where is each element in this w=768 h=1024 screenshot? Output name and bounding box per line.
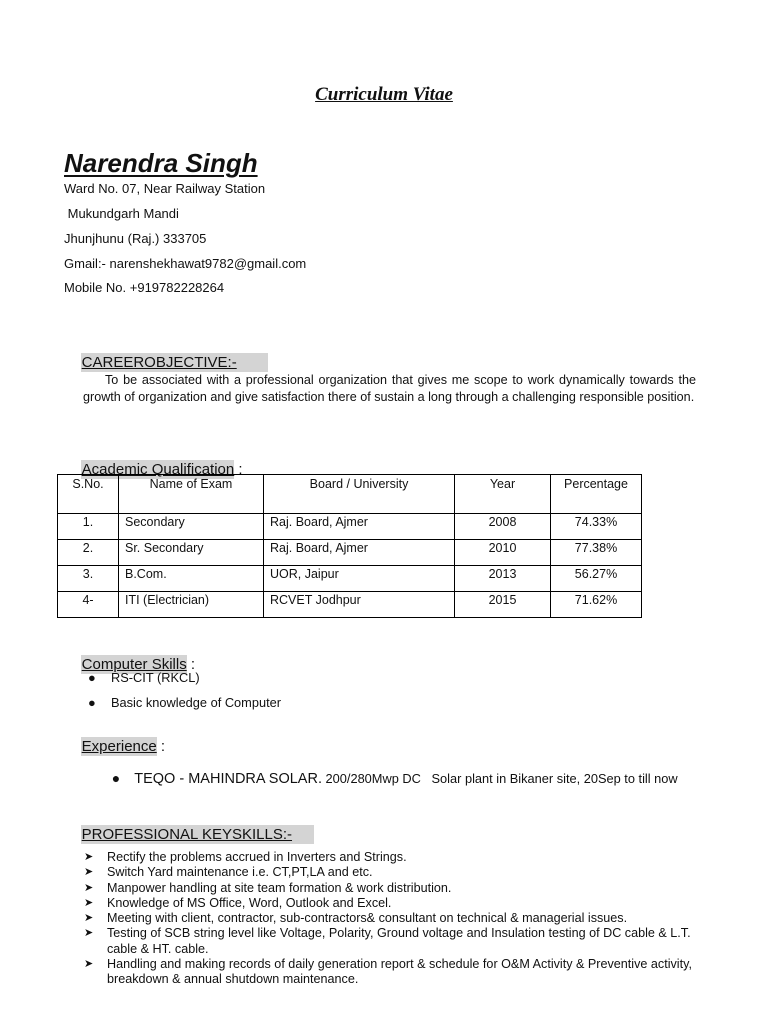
- key-skill-text: Handling and making records of daily generation report & schedule for O&M Activity & Preventive activity, breakdown & annual shutdown maintenance.: [107, 957, 692, 987]
- experience-heading-suffix: :: [156, 738, 166, 755]
- list-item: [84, 957, 704, 988]
- cell-percentage: 71.62%: [551, 592, 642, 618]
- arrow-bullet-icon: ➤: [84, 896, 94, 909]
- computer-skill-text: RS-CIT (RKCL): [111, 670, 200, 685]
- cell-exam: ITI (Electrician): [119, 592, 264, 618]
- cell-percentage: 77.38%: [551, 540, 642, 566]
- list-item: [84, 896, 704, 911]
- bullet-icon: ●: [111, 770, 121, 786]
- cell-exam: Secondary: [119, 514, 264, 540]
- header-year: Year: [455, 475, 551, 514]
- cell-exam: B.Com.: [119, 566, 264, 592]
- cell-board: Raj. Board, Ajmer: [264, 540, 455, 566]
- document-title: Curriculum Vitae: [315, 84, 453, 105]
- address-line-3: Jhunjhunu (Raj.) 333705: [64, 231, 207, 246]
- arrow-bullet-icon: ➤: [84, 851, 94, 863]
- key-skills-heading-text: PROFESSIONAL KEYSKILLS:-: [81, 826, 293, 843]
- cell-sno: 1.: [58, 514, 119, 540]
- cell-year: 2008: [455, 514, 551, 540]
- email-line: Gmail:- narenshekhawat9782@gmail.com: [64, 256, 307, 271]
- table-header-row: [58, 475, 642, 514]
- address-line-2: Mukundgarh Mandi: [64, 206, 179, 221]
- key-skill-text: Manpower handling at site team formation & work distribution.: [107, 880, 452, 895]
- header-board: Board / University: [264, 475, 455, 514]
- list-item: [84, 926, 704, 957]
- cell-year: 2015: [455, 592, 551, 618]
- arrow-bullet-icon: ➤: [84, 927, 94, 940]
- bullet-icon: ●: [88, 670, 96, 685]
- key-skill-text: Rectify the problems accrued in Inverters and Strings.: [107, 850, 407, 864]
- experience-item: [94, 752, 678, 806]
- address-line-1: Ward No. 07, Near Railway Station: [64, 181, 266, 196]
- header-exam: Name of Exam: [119, 475, 264, 514]
- list-item: [84, 850, 704, 865]
- cell-sno: 2.: [58, 540, 119, 566]
- cell-board: UOR, Jaipur: [264, 566, 455, 592]
- career-objective-text: To be associated with a professional organization that gives me scope to work dynamically towards the growth of organization and give satisfaction there of sustain a long through a challenging responsible position.: [83, 373, 696, 404]
- cell-board: RCVET Jodhpur: [264, 592, 455, 618]
- key-skill-text: Switch Yard maintenance i.e. CT,PT,LA and etc.: [107, 865, 373, 880]
- key-skill-text: Knowledge of MS Office, Word, Outlook and Excel.: [107, 895, 392, 910]
- experience-heading-text: Experience: [81, 738, 157, 755]
- candidate-name: Narendra Singh: [64, 148, 258, 178]
- mobile-line: Mobile No. +919782228264: [64, 280, 225, 295]
- header-sno: S.No.: [58, 475, 119, 514]
- computer-skill-text: Basic knowledge of Computer: [111, 695, 282, 710]
- academic-heading-text: Academic Qualification: [81, 461, 235, 478]
- list-item: [84, 881, 704, 896]
- bullet-icon: ●: [88, 695, 96, 710]
- table-row: [58, 592, 642, 618]
- table-row: [58, 540, 642, 566]
- arrow-bullet-icon: ➤: [84, 912, 94, 925]
- list-item: [84, 911, 704, 926]
- cell-percentage: 74.33%: [551, 514, 642, 540]
- table-row: [58, 514, 642, 540]
- academic-table: [57, 474, 642, 618]
- cell-board: Raj. Board, Ajmer: [264, 514, 455, 540]
- key-skill-text: Testing of SCB string level like Voltage, Polarity, Ground voltage and Insulation testing of DC cable & L.T. cable & HT. cable.: [107, 926, 691, 956]
- arrow-bullet-icon: ➤: [84, 881, 94, 894]
- table-row: [58, 566, 642, 592]
- experience-description: 200/280Mwp DC Solar plant in Bikaner site, 20Sep to till now: [321, 771, 678, 786]
- computer-skills-heading-suffix: :: [186, 656, 196, 673]
- cell-exam: Sr. Secondary: [119, 540, 264, 566]
- header-percentage: Percentage: [551, 475, 642, 514]
- arrow-bullet-icon: ➤: [84, 958, 94, 971]
- arrow-bullet-icon: ➤: [84, 866, 94, 879]
- cell-percentage: 56.27%: [551, 566, 642, 592]
- experience-company: TEQO - MAHINDRA SOLAR.: [134, 771, 322, 787]
- computer-skills-heading-text: Computer Skills: [81, 656, 187, 673]
- cell-year: 2013: [455, 566, 551, 592]
- cell-sno: 4-: [58, 592, 119, 618]
- career-objective-heading-text: CAREEROBJECTIVE:-: [81, 354, 237, 371]
- academic-heading-suffix: :: [234, 461, 243, 478]
- key-skill-text: Meeting with client, contractor, sub-contractors& consultant on technical & managerial issues.: [107, 911, 628, 926]
- list-item: [84, 865, 704, 880]
- key-skills-list: [84, 850, 704, 988]
- cell-year: 2010: [455, 540, 551, 566]
- cell-sno: 3.: [58, 566, 119, 592]
